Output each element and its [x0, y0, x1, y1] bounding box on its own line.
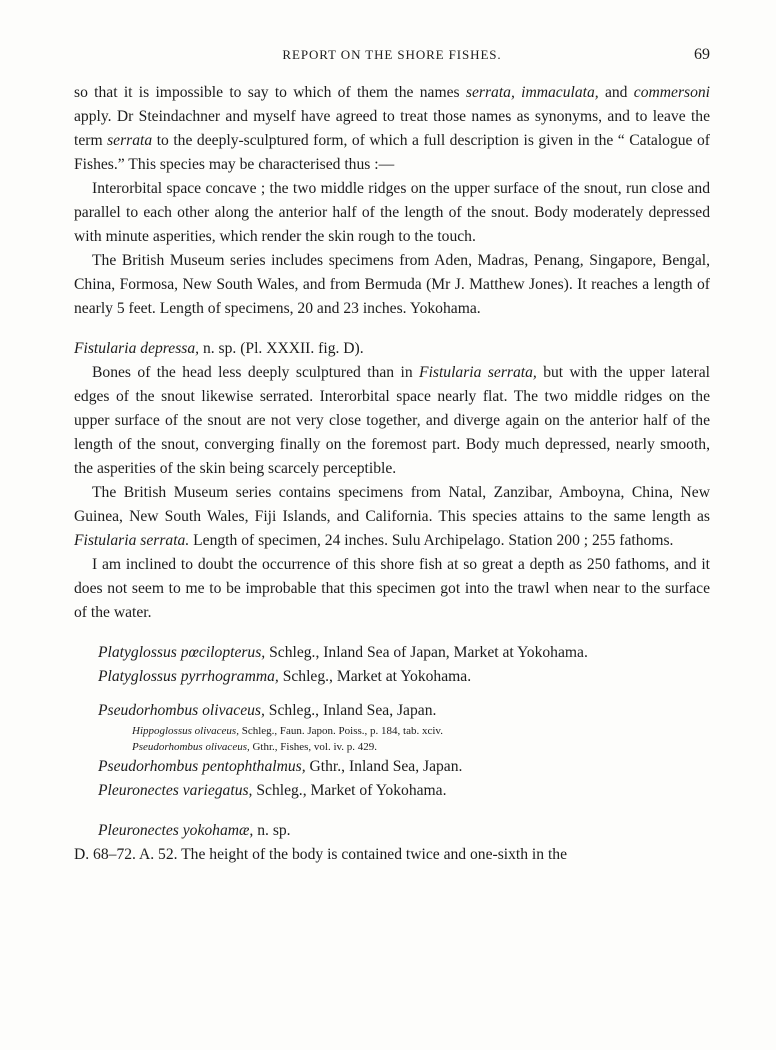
- species-name: Pleuronectes yokohamæ,: [98, 822, 254, 839]
- species-entry: [74, 779, 710, 803]
- synonym-line: [74, 739, 710, 755]
- text-run: Length of specimen, 24 inches. Sulu Archipelago. Station 200 ; 255 fathoms.: [189, 532, 674, 549]
- paragraph-fistularia-museum: [74, 481, 710, 553]
- text-run: Gthr., Fishes, vol. iv. p. 429.: [249, 741, 378, 753]
- running-head: REPORT ON THE SHORE FISHES.: [282, 47, 502, 62]
- species-name: Pseudorhombus pentophthalmus,: [98, 758, 306, 775]
- species-name: Hippoglossus olivaceus,: [132, 725, 239, 737]
- text-run: Bones of the head less deeply sculptured than in: [92, 364, 420, 381]
- species-entry: [74, 699, 710, 723]
- species-heading-pleuronectes: [74, 819, 710, 843]
- text-run: Schleg., Market at Yokohama.: [278, 668, 472, 685]
- species-entry: [74, 641, 710, 665]
- paragraph-characters: Interorbital space concave ; the two middle ridges on the upper surface of the snout, run close and parallel to each other along the anterior half of the length of the snout. Body moderately depressed with minute asperities, which render the skin rough to the touch.: [74, 180, 710, 245]
- species-heading-fistularia: [74, 337, 710, 361]
- species-entry: [74, 665, 710, 689]
- page-header: [74, 44, 710, 66]
- text-run: n. sp. (Pl. XXXII. fig. D).: [199, 340, 364, 357]
- species-name: Pseudorhombus olivaceus,: [98, 702, 265, 719]
- species-entry: [74, 755, 710, 779]
- text-run: n. sp.: [253, 822, 291, 839]
- text-run: but with the upper lateral edges of the snout likewise serrated. Interorbital space nearly flat. The two middle ridges on the upper surface of the snout are not very close together, and diverge again on the anterior half of the length of the snout, converging finally on the foremost part. Body much depressed, nearly smooth, the asperities of the skin being scarcely perceptible.: [74, 364, 711, 477]
- paragraph-pleuronectes-description: D. 68–72. A. 52. The height of the body is contained twice and one-sixth in the: [74, 846, 567, 863]
- paragraph-fistularia-note: I am inclined to doubt the occurrence of this shore fish at so great a depth as 250 fathoms, and it does not seem to me to be improbable that this specimen got into the trawl when near to the surface of the water.: [74, 556, 710, 621]
- species-name: Pleuronectes variegatus,: [98, 782, 253, 799]
- text-run: Schleg., Faun. Japon. Poiss., p. 184, tab. xciv.: [238, 725, 443, 737]
- text-run: and: [598, 84, 634, 101]
- paragraph-fistularia-description: [74, 361, 710, 481]
- paragraph-museum-series: The British Museum series includes specimens from Aden, Madras, Penang, Singapore, Bengal, China, Formosa, New South Wales, and from Bermuda (Mr J. Matthew Jones). It reaches a length of nearly 5 feet. Length of specimens, 20 and 23 inches. Yokohama.: [74, 252, 710, 317]
- synonym-line: [74, 723, 710, 739]
- species-name: Fistularia serrata,: [419, 364, 537, 381]
- text-run: Schleg., Inland Sea of Japan, Market at Yokohama.: [265, 644, 588, 661]
- text-run: apply. Dr Steindachner and myself have agreed to treat those names as synonyms, and to leave the term: [74, 108, 710, 149]
- page-number: 69: [694, 46, 710, 63]
- text-run: The British Museum series contains specimens from Natal, Zanzibar, Amboyna, China, New Guinea, New South Wales, Fiji Islands, and California. This species attains to the same length as: [74, 484, 710, 525]
- species-name: serrata: [107, 132, 153, 149]
- text-run: Schleg., Market of Yokohama.: [252, 782, 447, 799]
- species-name: commersoni: [633, 84, 711, 101]
- paragraph-serrata-continued: [74, 81, 710, 177]
- species-name: Fistularia serrata.: [74, 532, 190, 549]
- text-run: so that it is impossible to say to which of them the names: [74, 84, 466, 101]
- species-names: serrata, immaculata,: [465, 84, 599, 101]
- page-body: [74, 81, 710, 867]
- species-name: Fistularia depressa,: [74, 340, 200, 357]
- species-name: Platyglossus pyrrhogramma,: [98, 668, 279, 685]
- species-name: Platyglossus pœcilopterus,: [98, 644, 266, 661]
- text-run: to the deeply-sculptured form, of which a full description is given in the “ Catalogue of Fishes.” This species may be characterised thus :—: [74, 132, 710, 173]
- text-run: Schleg., Inland Sea, Japan.: [264, 702, 437, 719]
- species-name: Pseudorhombus olivaceus,: [132, 741, 250, 753]
- text-run: Gthr., Inland Sea, Japan.: [305, 758, 463, 775]
